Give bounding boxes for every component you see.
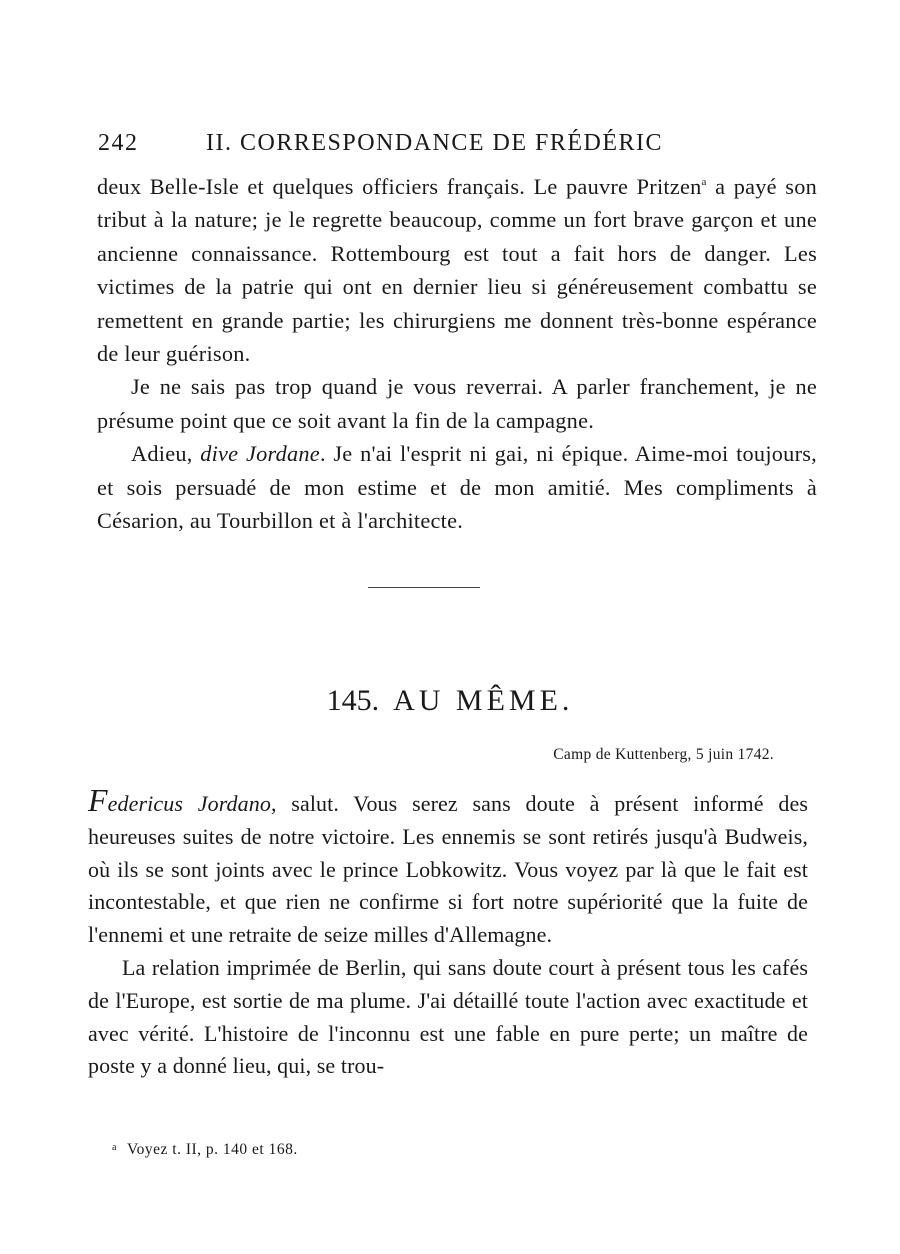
letter-number: 145. bbox=[326, 684, 380, 717]
footnote-reference[interactable]: a bbox=[701, 176, 707, 189]
paragraph: La relation imprimée de Berlin, qui sans doute court à présent tous les cafés de l'Europe, est sortie de ma plume. J'ai détaillé toute l'action avec exactitude et avec vérité. L'histoire de l'inconnu est une fable en pure perte; un maître de poste y a donné lieu, qui, se trou- bbox=[88, 954, 808, 1079]
paragraph: Je ne sais pas trop quand je vous reverrai. A parler franchement, je ne présume point que ce soit avant la fin de la campagne. bbox=[97, 374, 817, 433]
running-head bbox=[98, 128, 818, 160]
footnote bbox=[112, 1141, 298, 1159]
dateline: Camp de Kuttenberg, 5 juin 1742. bbox=[553, 746, 774, 763]
paragraph: Adieu, dive Jordane. Je n'ai l'esprit ni gai, ni épique. Aime-moi toujours, et sois persuadé de mon estime et de mon amitié. Mes compliments à Césarion, au Tourbillon et à l'architecte. bbox=[97, 441, 818, 534]
letter-heading bbox=[0, 684, 900, 718]
paragraph: Federicus Jordano, salut. Vous serez sans doute à présent informé des heureuses suites de notre victoire. Les ennemis se sont retirés jusqu'à Budweis, où ils se sont joints avec le prince Lobkowitz. Vous voyez par là que le fait est incontestable, et que rien ne confirme si fort notre supériorité que la fuite de l'ennemi et une retraite de seize milles d'Allemagne. bbox=[88, 782, 808, 948]
page-number: 242 bbox=[98, 130, 139, 156]
running-head-title: II. CORRESPONDANCE DE FRÉDÉRIC bbox=[206, 130, 664, 156]
footnote-text: Voyez t. II, p. 140 et 168. bbox=[126, 1141, 298, 1158]
letter-body bbox=[88, 782, 808, 1083]
section-divider bbox=[368, 587, 480, 588]
drop-cap: F bbox=[88, 782, 108, 818]
letter-title: AU MÊME. bbox=[393, 684, 574, 717]
italic-salutation: edericus Jordano bbox=[107, 791, 271, 816]
italic-phrase: dive Jordane bbox=[200, 441, 320, 467]
previous-letter-text bbox=[97, 170, 817, 537]
paragraph: deux Belle-Isle et quelques officiers français. Le pauvre Pritzen$^a$ a payé son tribut à la nature; je le regrette beaucoup, comme un fort brave garçon et une ancienne connaissance. Rottembourg est tout a fait hors de danger. Les victimes de la patrie qui ont en dernier lieu si généreusement combattu se remettent en grande partie; les chirurgiens me donnent très-bonne espérance de leur guérison. bbox=[97, 174, 817, 367]
footnote-mark: a bbox=[112, 1142, 117, 1153]
